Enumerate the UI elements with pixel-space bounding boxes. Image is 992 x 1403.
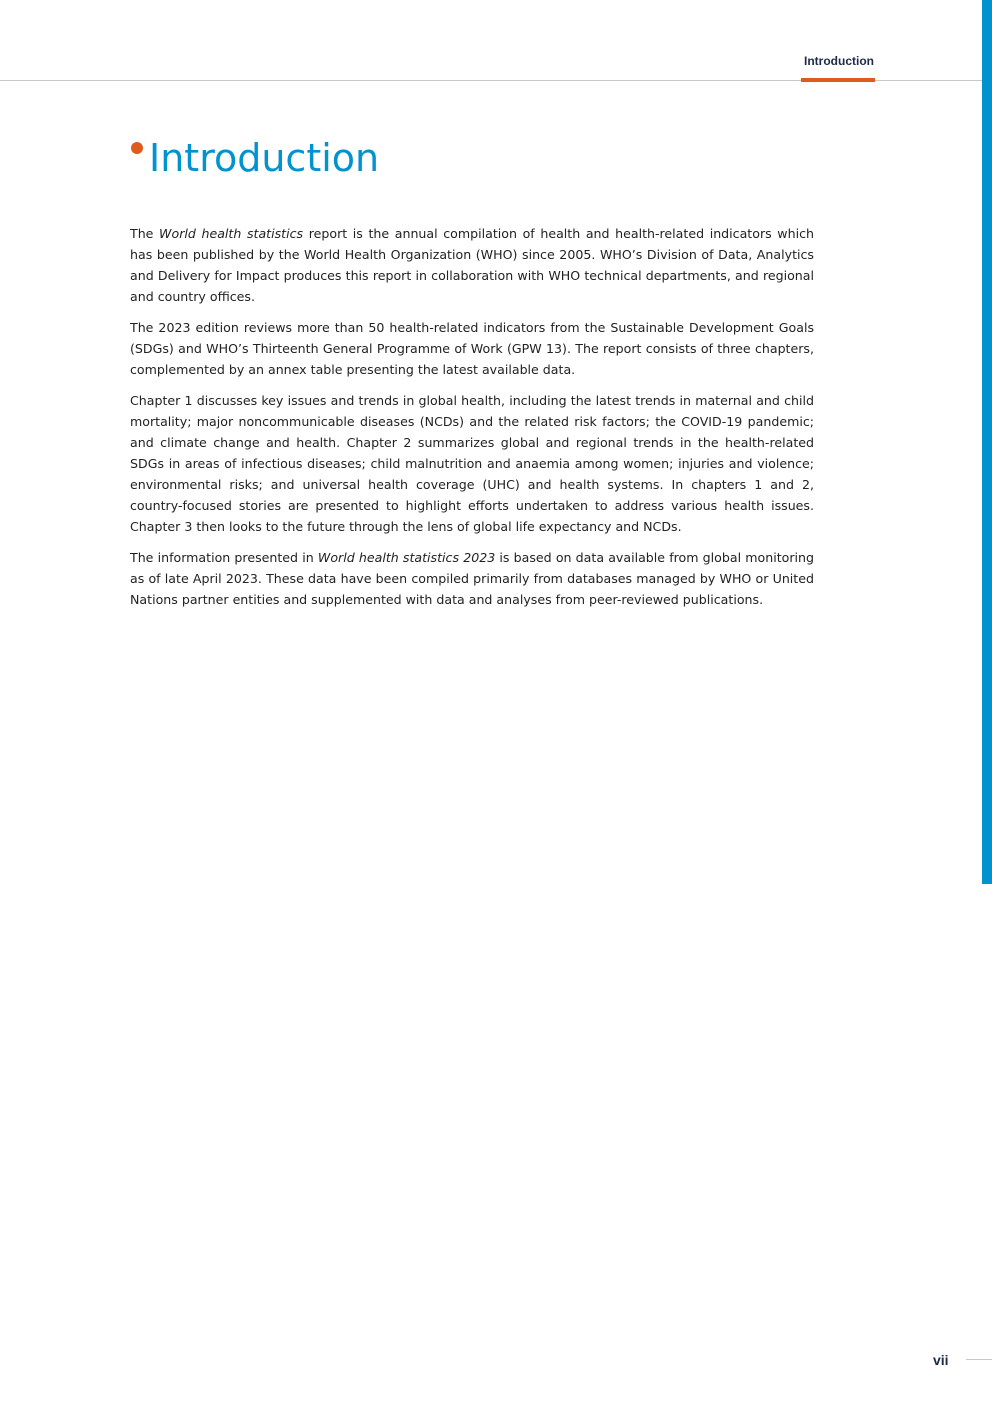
running-header: Introduction (804, 54, 874, 68)
paragraph-4-body: is based on data available from global monitoring as of late April 2023. These data have been compiled primarily from databases managed by WHO or United Nations partner entities and supplemented with data and analyses from peer-reviewed publications. (130, 550, 815, 607)
header-accent-underline (801, 78, 875, 82)
paragraph-2: The 2023 edition reviews more than 50 health-related indicators from the Sustainable Development Goals (SDGs) and WHO’s Thirteenth General Programme of Work (GPW 13). The report consists of three chapters, complemented by an annex table presenting the latest available data. (130, 320, 814, 377)
title-bullet-icon (131, 142, 143, 154)
page-number: vii (933, 1352, 949, 1368)
paragraph-4 (130, 547, 814, 610)
paragraph-1-body: report is the annual compilation of health and health-related indicators which has been published by the World Health Organization (WHO) since 2005. WHO’s Division of Data, Analytics and Delivery for Impact produces this report in collaboration with WHO technical departments, and regional and country offices. (130, 226, 814, 304)
body-text (130, 223, 814, 620)
paragraph-4-intro: The information presented in (130, 550, 318, 565)
page-title: Introduction (149, 136, 380, 180)
paragraph-1 (130, 223, 814, 307)
side-color-bar (982, 0, 992, 884)
paragraph-1-intro: The (130, 226, 160, 241)
paragraph-3: Chapter 1 discusses key issues and trends in global health, including the latest trends in maternal and child mortality; major noncommunicable diseases (NCDs) and the related risk factors; the COVID-19 pandemic; and climate change and health. Chapter 2 summarizes global and regional trends in the health-related SDGs in areas of infectious diseases; child malnutrition and anaemia among women; injuries and violence; environmental risks; and universal health coverage (UHC) and health systems. In chapters 1 and 2, country-focused stories are presented to highlight efforts undertaken to address various health issues. Chapter 3 then looks to the future through the lens of global life expectancy and NCDs. (130, 393, 814, 534)
report-title-2023: World health statistics 2023 (317, 550, 496, 565)
footer-divider (966, 1359, 992, 1360)
report-title: World health statistics (159, 226, 304, 241)
